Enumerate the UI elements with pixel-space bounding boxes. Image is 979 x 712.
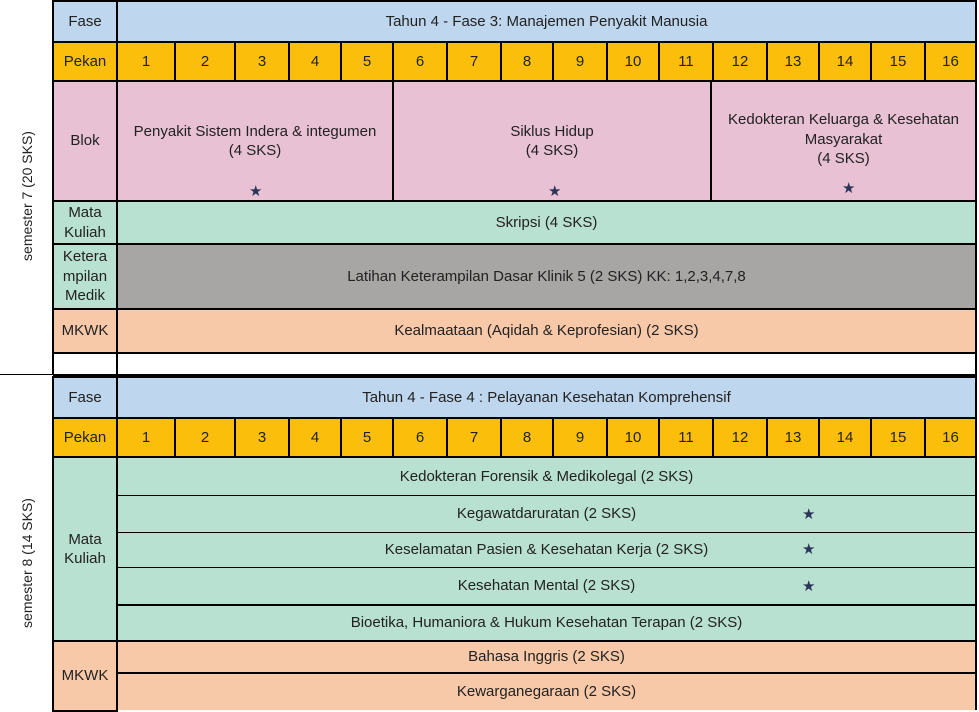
s7-mata-kuliah: Skripsi (4 SKS) [116,200,977,245]
s8-mkwk-label: MKWK [52,640,118,712]
s8-week-2: 2 [174,417,236,458]
s7-blok-3-sks: (4 SKS) [817,150,870,167]
star-icon: ★ [802,578,816,595]
semester8-label: semester 8 (14 SKS) [19,498,35,628]
s7-week-7: 7 [446,41,502,82]
s7-mkwk-label: MKWK [52,308,118,354]
s7-week-4: 4 [288,41,342,82]
s8-week-10: 10 [606,417,660,458]
s7-keterampilan-label: Ketera mpilan Medik [52,243,118,310]
semester7-label: semester 7 (20 SKS) [19,131,35,261]
s7-keterampilan: Latihan Keterampilan Dasar Klinik 5 (2 SKS) KK: 1,2,3,4,7,8 [116,243,977,310]
s8-week-5: 5 [340,417,394,458]
s7-fase-title: Tahun 4 - Fase 3: Manajemen Penyakit Manusia [116,0,977,43]
star-icon: ★ [249,183,263,200]
s7-week-9: 9 [552,41,608,82]
s7-week-14: 14 [818,41,872,82]
s8-fase-label: Fase [52,376,118,419]
s8-mata-kuliah-4: Kesehatan Mental (2 SKS) [116,567,977,605]
s8-week-16: 16 [924,417,977,458]
s7-mata-kuliah-label: Mata Kuliah [52,200,118,245]
s8-mata-kuliah-3: Keselamatan Pasien & Kesehatan Kerja (2 SKS) [116,532,977,568]
s8-mkwk-2: Kewarganegaraan (2 SKS) [116,672,977,710]
s7-blok-1-sks: (4 SKS) [228,142,282,159]
s8-week-11: 11 [658,417,714,458]
s7-week-11: 11 [658,41,714,82]
s8-mkwk-1: Bahasa Inggris (2 SKS) [116,640,977,674]
s7-week-8: 8 [500,41,554,82]
s7-week-5: 5 [340,41,394,82]
star-icon: ★ [842,180,856,197]
s7-week-1: 1 [116,41,176,82]
s7-week-16: 16 [924,41,977,82]
s8-mata-kuliah-1: Kedokteran Forensik & Medikolegal (2 SKS) [116,456,977,497]
s7-week-6: 6 [392,41,448,82]
s7-spacer [116,352,977,376]
s8-week-6: 6 [392,417,448,458]
s7-blok-2-title: Siklus Hidup [510,122,594,140]
s8-pekan-label: Pekan [52,417,118,458]
s8-week-9: 9 [552,417,608,458]
s8-week-1: 1 [116,417,176,458]
s8-mata-kuliah-label: Mata Kuliah [52,456,118,642]
s8-week-15: 15 [870,417,926,458]
s8-week-13: 13 [766,417,820,458]
s7-spacer-label [52,352,118,376]
s7-blok-3-title: Kedokteran Keluarga & Kesehatan Masyarakat [728,111,959,148]
s7-blok-label: Blok [52,80,118,202]
s7-mkwk: Kealmaataan (Aqidah & Keprofesian) (2 SKS) [116,308,977,354]
s8-week-7: 7 [446,417,502,458]
s7-week-2: 2 [174,41,236,82]
s8-mata-kuliah-2: Kegawatdaruratan (2 SKS) [116,495,977,533]
s8-week-14: 14 [818,417,872,458]
s8-mata-kuliah-5: Bioetika, Humaniora & Hukum Kesehatan Terapan (2 SKS) [116,604,977,642]
s7-week-3: 3 [234,41,290,82]
s7-week-10: 10 [606,41,660,82]
s7-pekan-label: Pekan [52,41,118,82]
s8-week-12: 12 [712,417,768,458]
s7-fase-label: Fase [52,0,118,43]
star-icon: ★ [802,541,816,558]
s8-week-8: 8 [500,417,554,458]
s8-week-4: 4 [288,417,342,458]
s7-week-12: 12 [712,41,768,82]
s8-fase-title: Tahun 4 - Fase 4 : Pelayanan Kesehatan Komprehensif [116,376,977,419]
star-icon: ★ [548,183,562,200]
s7-week-13: 13 [766,41,820,82]
s7-blok-1-title: Penyakit Sistem Indera & integumen [133,122,377,140]
s7-week-15: 15 [870,41,926,82]
star-icon: ★ [802,506,816,523]
s7-blok-2-sks: (4 SKS) [525,142,579,159]
s8-week-3: 3 [234,417,290,458]
